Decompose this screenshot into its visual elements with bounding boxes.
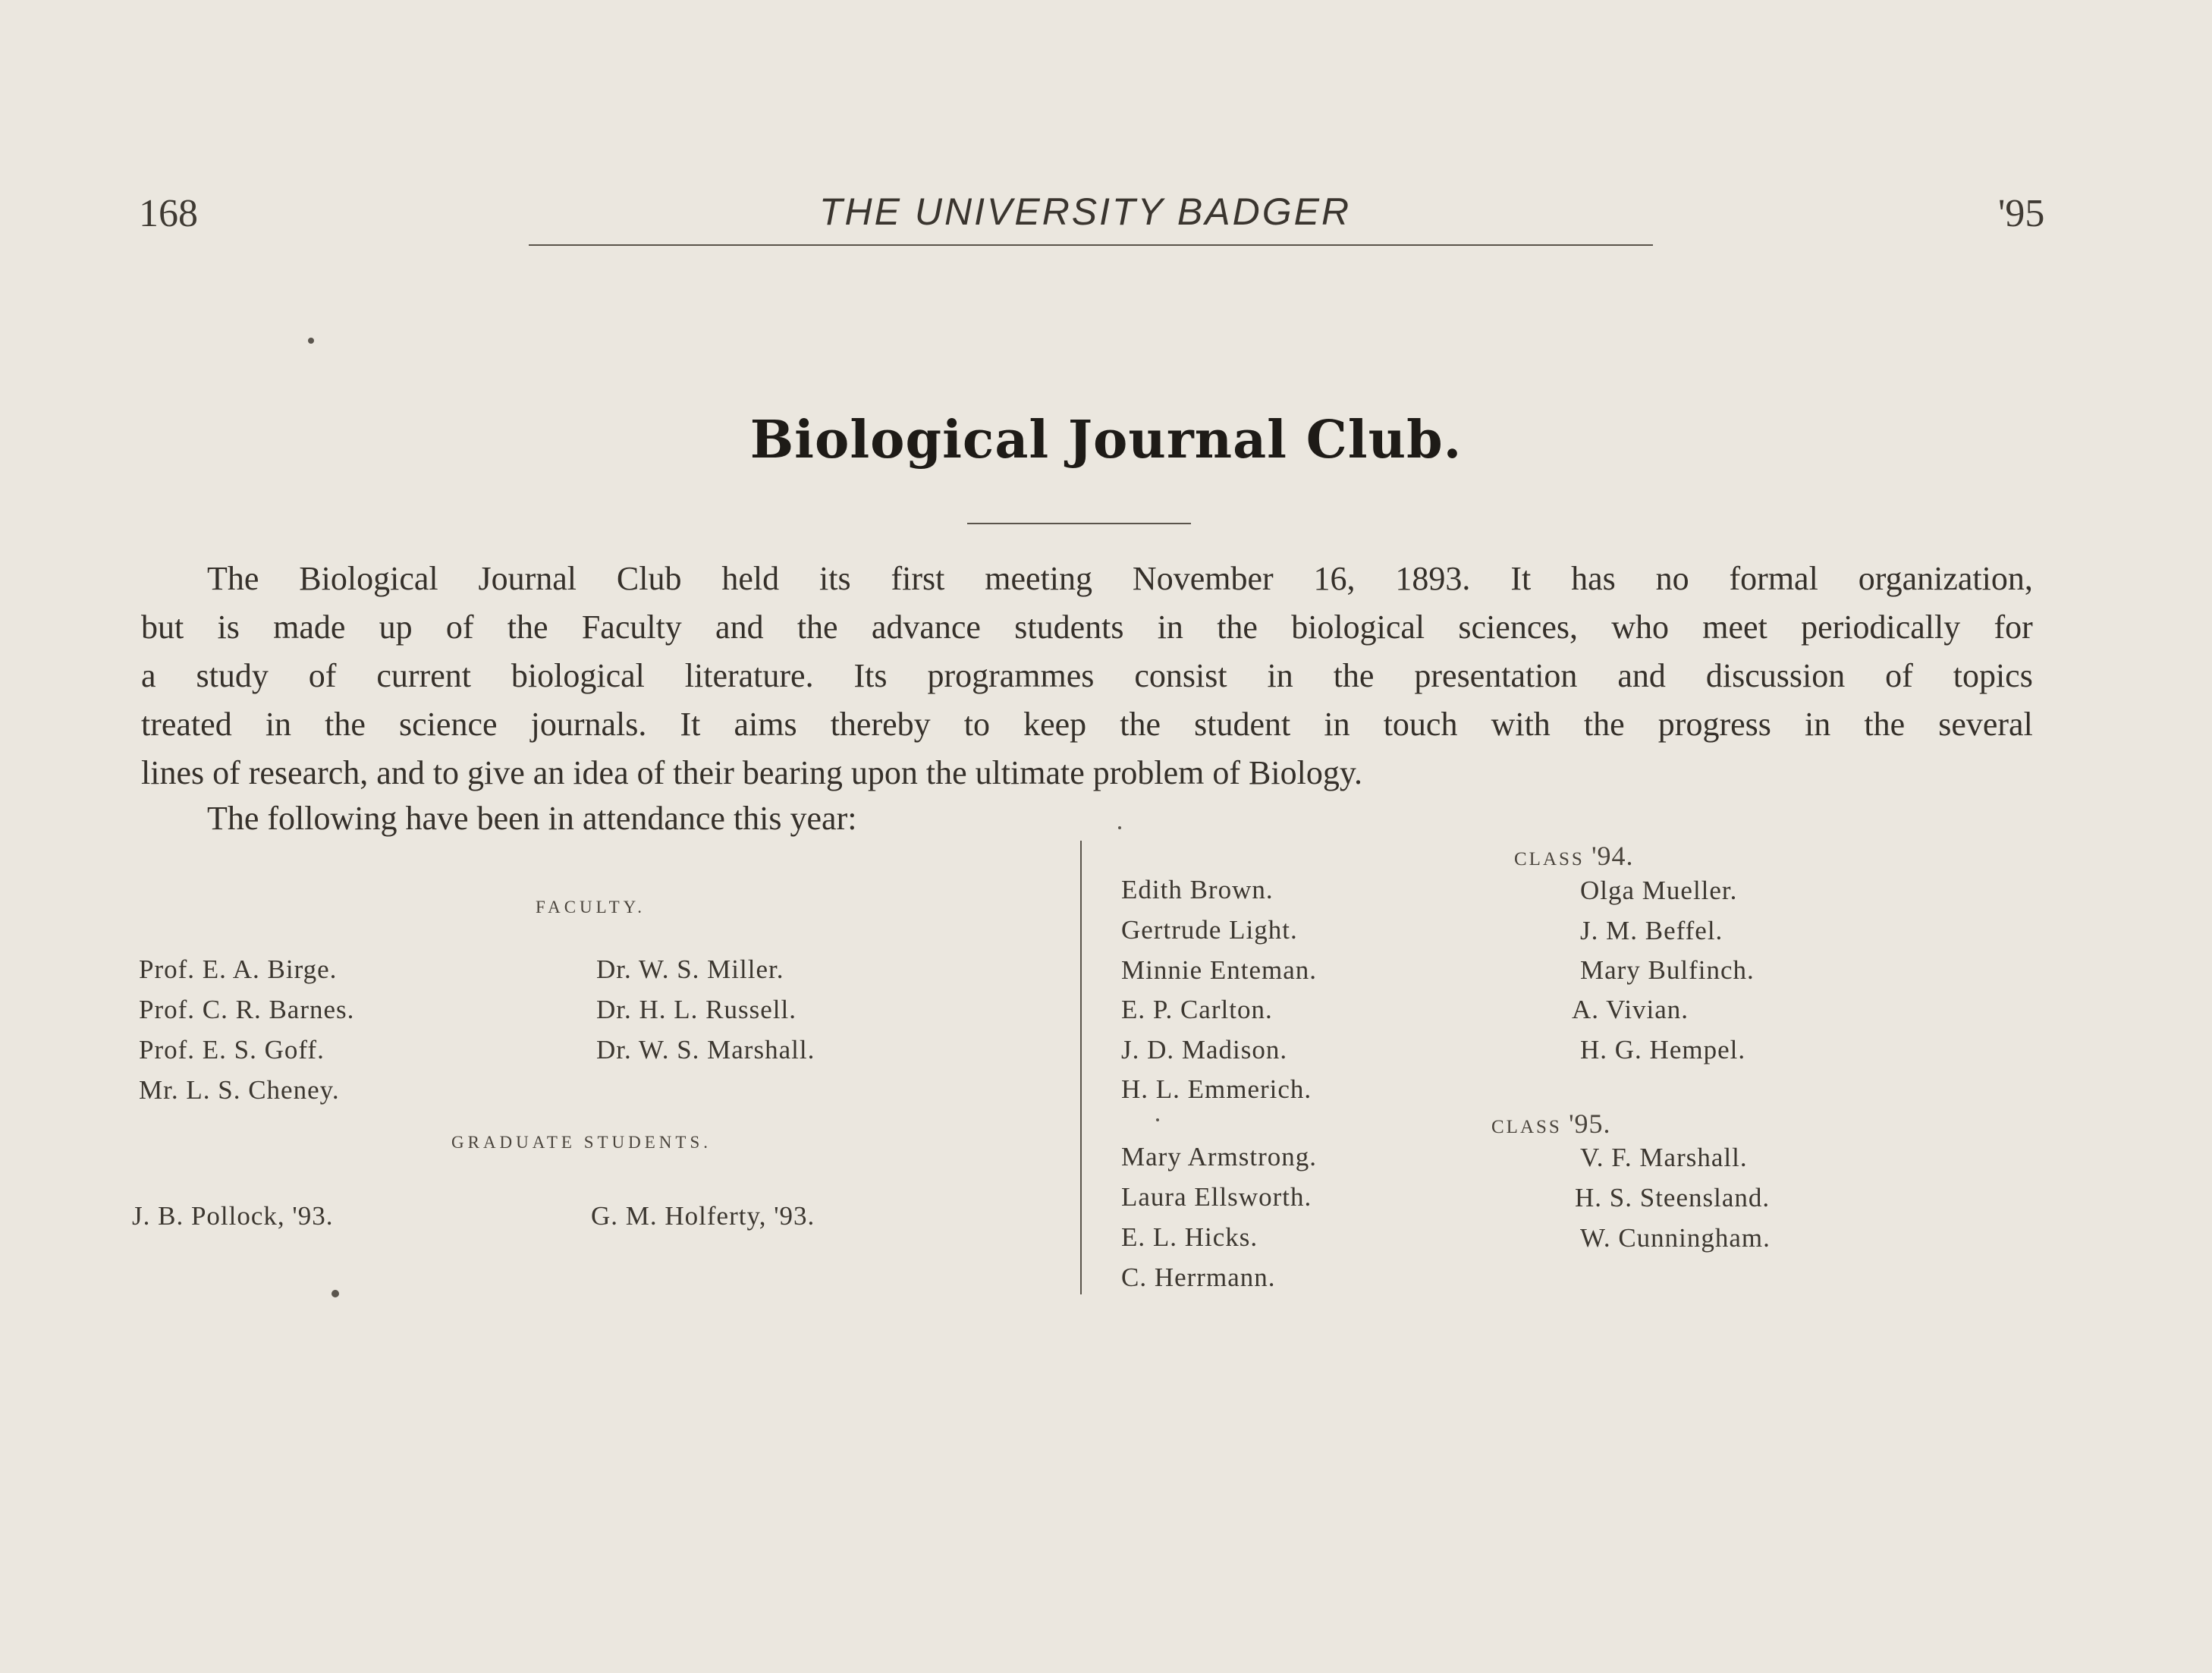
paragraph-word: biological [1291,609,1425,646]
page-number: 168 [139,192,198,235]
paragraph-line-3 [141,656,2033,695]
paragraph-word: who [1611,609,1670,646]
class-94-name: J. M. Beffel. [1580,916,1723,945]
paragraph-word: touch [1383,706,1458,743]
class-95-name: V. F. Marshall. [1580,1143,1748,1172]
paragraph-word: The [207,560,259,597]
paragraph-word: of [445,609,474,646]
paragraph-word: for [1994,609,2033,646]
paragraph-word: study [196,657,269,694]
paper-speck [308,338,314,344]
paragraph-word: Journal [478,560,577,597]
paragraph-word: keep [1023,706,1087,743]
paragraph-word: Faculty [581,609,682,646]
paragraph-word: progress [1657,706,1771,743]
paragraph-word: in [1157,609,1183,646]
paragraph-word: treated [141,706,232,743]
class-95-name: W. Cunningham. [1580,1223,1771,1253]
paper-speck [1118,826,1121,829]
paragraph-word: the [1583,706,1625,743]
paragraph-word: sciences, [1458,609,1579,646]
class-94-name: H. L. Emmerich. [1121,1074,1312,1104]
class-95-name: Laura Ellsworth. [1121,1182,1312,1212]
class-95-name: Mary Armstrong. [1121,1142,1318,1171]
paragraph-word: no [1655,560,1689,597]
paragraph-word: formal [1729,560,1818,597]
paragraph-word: made [273,609,346,646]
running-title: THE UNIVERSITY BADGER [819,190,1352,233]
paragraph-word: held [721,560,780,597]
club-title: Biological Journal Club. [749,410,1463,470]
paragraph-word: discussion [1705,657,1846,694]
paragraph-word: Club [616,560,682,597]
paragraph-word: in [1324,706,1350,743]
graduate-student-name: G. M. Holferty, '93. [591,1201,815,1231]
paper-speck [331,1290,339,1297]
paragraph-word: its [819,560,851,597]
paragraph-word: the [507,609,548,646]
class-94-year: '94. [1591,841,1634,871]
paragraph-word: the [1120,706,1161,743]
paragraph-word: the [797,609,838,646]
paragraph-word: periodically [1801,609,1961,646]
class-94-name: Edith Brown. [1121,875,1274,904]
class-94-name: J. D. Madison. [1121,1035,1288,1064]
faculty-name: Dr. H. L. Russell. [596,995,797,1024]
paragraph-word: has [1571,560,1616,597]
paragraph-line-6: The following have been in attendance this year: [207,800,857,837]
paragraph-word: of [308,657,337,694]
graduate-student-name: J. B. Pollock, '93. [132,1201,334,1231]
paragraph-word: 16, [1313,560,1356,597]
class-95-name: E. L. Hicks. [1121,1222,1258,1252]
paragraph-word: Biological [299,560,438,597]
paragraph-word: of [1885,657,1913,694]
paragraph-word: several [1938,706,2033,743]
paragraph-word: biological [511,657,645,694]
faculty-name: Prof. E. S. Goff. [139,1035,325,1064]
class-95-name: C. Herrmann. [1121,1263,1276,1292]
faculty-name: Prof. C. R. Barnes. [139,995,355,1024]
paragraph-word: but [141,609,184,646]
paragraph-word: current [376,657,471,694]
paragraph-line-4 [141,705,2033,744]
paragraph-line-2 [141,608,2033,646]
paragraph-word: advance [871,609,981,646]
paragraph-word: to [963,706,990,743]
paragraph-word: is [217,609,240,646]
class-95-heading [1491,1108,1611,1140]
paragraph-word: in [1805,706,1831,743]
class-94-name: Gertrude Light. [1121,915,1298,945]
paragraph-word: November [1132,560,1274,597]
class-94-name: H. G. Hempel. [1580,1035,1746,1064]
faculty-name: Dr. W. S. Marshall. [596,1035,815,1064]
paragraph-word: in [265,706,292,743]
title-rule [967,523,1191,524]
paragraph-word: Its [853,657,888,694]
paragraph-word: consist [1134,657,1227,694]
paragraph-word: up [379,609,413,646]
paragraph-word: and [1617,657,1666,694]
paragraph-word: students [1014,609,1124,646]
class-94-heading [1514,840,1634,872]
paragraph-word: It [680,706,701,743]
paragraph-word: 1893. [1395,560,1471,597]
paragraph-word: science [399,706,498,743]
class-94-label: CLASS [1514,849,1585,870]
paragraph-word: and [715,609,764,646]
paragraph-word: first [891,560,945,597]
paragraph-word: It [1510,560,1532,597]
faculty-name: Mr. L. S. Cheney. [139,1075,340,1105]
paragraph-word: meet [1702,609,1767,646]
year-mark: '95 [1998,192,2045,235]
paragraph-word: student [1194,706,1291,743]
faculty-heading: FACULTY. [536,898,646,917]
class-94-name: Mary Bulfinch. [1580,955,1755,985]
paragraph-word: topics [1953,657,2033,694]
paragraph-word: the [325,706,366,743]
paragraph-word: in [1267,657,1293,694]
class-94-name: Minnie Enteman. [1121,955,1318,985]
paragraph-word: thereby [830,706,931,743]
paragraph-word: literature. [684,657,814,694]
paragraph-word: meeting [985,560,1093,597]
paragraph-line-5: lines of research, and to give an idea of their bearing upon the ultimate problem of Biology. [141,754,1362,791]
paragraph-word: a [141,657,156,694]
class-94-name: E. P. Carlton. [1121,995,1273,1024]
paragraph-word: journals. [530,706,647,743]
paragraph-word: organization, [1858,560,2033,597]
paragraph-line-1 [207,559,2033,598]
class-95-year: '95. [1569,1109,1611,1139]
paragraph-word: the [1864,706,1906,743]
graduate-students-heading: GRADUATE STUDENTS. [451,1133,712,1152]
faculty-name: Dr. W. S. Miller. [596,954,784,984]
header-rule [529,244,1653,246]
paragraph-word: the [1217,609,1258,646]
paragraph-word: programmes [927,657,1095,694]
class-94-name: A. Vivian. [1572,995,1689,1024]
paragraph-word: aims [734,706,797,743]
column-divider [1080,841,1082,1294]
class-94-name: Olga Mueller. [1580,876,1738,905]
paragraph-word: the [1333,657,1375,694]
paragraph-word: with [1491,706,1551,743]
paragraph-word: presentation [1414,657,1578,694]
faculty-name: Prof. E. A. Birge. [139,954,338,984]
class-95-name: H. S. Steensland. [1575,1183,1771,1212]
paper-speck [1156,1118,1159,1121]
class-95-label: CLASS [1491,1117,1562,1137]
